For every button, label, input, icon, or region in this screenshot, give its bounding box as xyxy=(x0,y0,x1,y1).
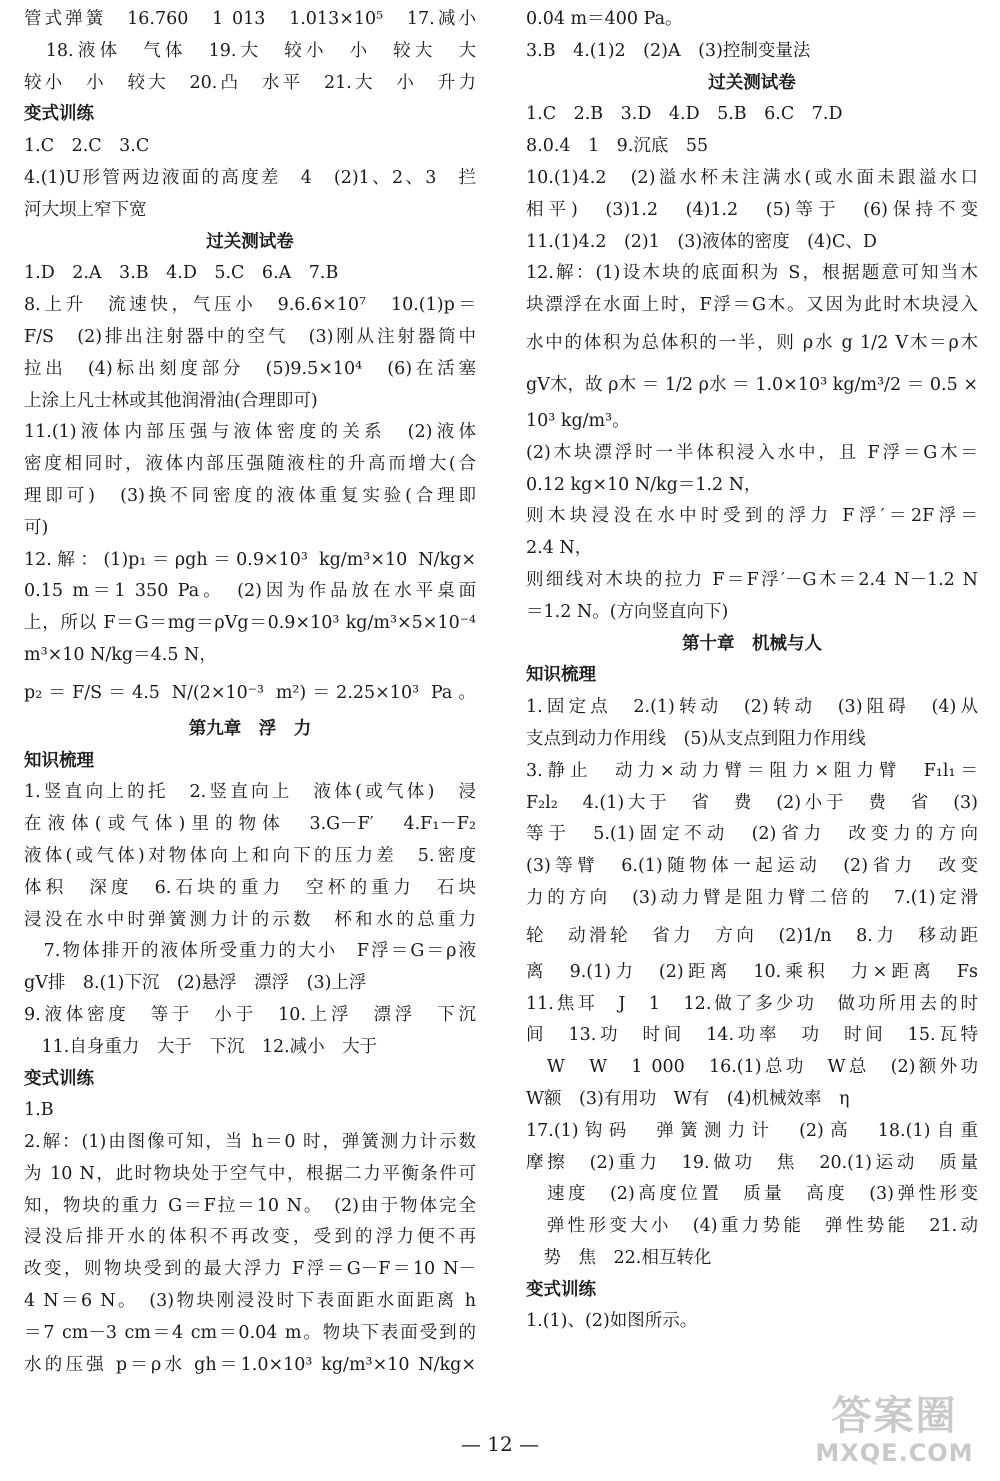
text-line: 3.静止 动力×动力臂＝阻力×阻力臂 F₁l₁＝ xyxy=(526,760,978,781)
text-line: 10³ kg/m³。 xyxy=(526,410,630,431)
section-heading: 第十章 机械与人 xyxy=(682,633,822,654)
text-line: ＝7 cm－3 cm＝4 cm＝0.04 m。物块下表面受到的 xyxy=(24,1322,476,1343)
text-line: 上涂上凡士林或其他润滑油(合理即可) xyxy=(24,390,318,411)
subsection-heading: 知识梳理 xyxy=(526,665,596,686)
watermark-url: MXQE.COM xyxy=(815,1439,974,1467)
text-line: 12.解：(1)设木块的底面积为 S，根据题意可知当木 xyxy=(526,263,978,284)
text-line: 1.B xyxy=(24,1100,54,1121)
text-line: 在液体(或气体)里的物体 3.G－F′ 4.F₁－F₂ xyxy=(24,814,476,835)
text-line: W W 1 000 16.(1)总功 W总 (2)额外功 xyxy=(526,1057,978,1078)
text-line: 4 N＝6 N。 (3)物块刚浸没时下表面距水面距离 h xyxy=(24,1291,476,1312)
text-line: 1.D 2.A 3.B 4.D 5.C 6.A 7.B xyxy=(24,263,339,284)
text-line: 轮 动滑轮 省力 方向 (2)1/n 8.力 移动距 xyxy=(526,925,978,946)
text-line: 11.自身重力 大于 下沉 12.减小 大于 xyxy=(24,1036,378,1057)
text-line: 河大坝上窄下宽 xyxy=(24,199,147,220)
text-line: p₂＝F/S＝4.5 N/(2×10⁻³ m²)＝2.25×10³ Pa。 xyxy=(24,682,476,703)
text-line: 0.15 m＝1 350 Pa。 (2)因为作品放在水平桌面 xyxy=(24,581,476,602)
subsection-heading: 变式训练 xyxy=(526,1279,596,1300)
text-line: 则细线对木块的拉力 F＝F浮′－G木＝2.4 N－1.2 N xyxy=(526,569,978,590)
text-line: 11.(1)4.2 (2)1 (3)液体的密度 (4)C、D xyxy=(526,231,877,252)
watermark-logo xyxy=(807,1393,982,1475)
text-line: 9.液体密度 等于 小于 10.上浮 漂浮 下沉 xyxy=(24,1004,476,1025)
text-line: 弹性形变大小 (4)重力势能 弹性势能 21.动 xyxy=(526,1216,978,1237)
text-line: 17.(1)钩码 弹簧测力计 (2)高 18.(1)自重 xyxy=(526,1120,978,1141)
text-line: 10.(1)4.2 (2)溢水杯未注满水(或水面未跟溢水口 xyxy=(526,167,978,188)
text-line: 8.0.4 1 9.沉底 55 xyxy=(526,136,709,157)
text-line: 1.C 2.B 3.D 4.D 5.B 6.C 7.D xyxy=(526,104,843,125)
text-line: 11.焦耳 J 1 12.做了多少功 做功所用去的时 xyxy=(526,993,978,1014)
text-line: 4.(1)U形管两边液面的高度差 4 (2)1、2、3 拦 xyxy=(24,167,476,188)
text-line: 力的方向 (3)动力臂是阻力臂二倍的 7.(1)定滑 xyxy=(526,887,978,908)
text-line: gV木，故 ρ木 ＝ 1/2 ρ水 ＝ 1.0×10³ kg/m³/2 ＝ 0.5 × xyxy=(526,374,978,395)
text-line: (3)等臂 6.(1)随物体一起运动 (2)省力 改变 xyxy=(526,856,978,877)
text-line: F₂l₂ 4.(1)大于 省 费 (2)小于 费 省 (3) xyxy=(526,792,978,813)
text-line: 18.液体 气体 19.大 较小 小 较大 大 xyxy=(24,40,476,61)
text-line: 知，物块的重力 G＝F拉＝10 N。 (2)由于物体完全 xyxy=(24,1195,476,1216)
subsection-heading: 变式训练 xyxy=(24,104,94,125)
text-line: 则木块浸没在水中时受到的浮力 F浮′＝2F浮＝ xyxy=(526,506,978,527)
text-line: 浸没在水中时弹簧测力计的示数 杯和水的总重力 xyxy=(24,909,476,930)
text-line: 改变，则物块受到的最大浮力 F浮＝G－F＝10 N－ xyxy=(24,1259,476,1280)
text-line: 体积 深度 6.石块的重力 空杯的重力 石块 xyxy=(24,877,476,898)
text-line: 7.物体排开的液体所受重力的大小 F浮＝G＝ρ液 xyxy=(24,941,476,962)
text-line: 0.12 kg×10 N/kg＝1.2 N， xyxy=(526,474,762,495)
text-line: 水中的体积为总体积的一半，则 ρ水 g 1/2 V木＝ρ木 xyxy=(526,332,978,353)
subsection-heading: 知识梳理 xyxy=(24,750,94,771)
left-column xyxy=(24,4,476,1381)
text-line: 0.04 m＝400 Pa。 xyxy=(526,9,683,29)
section-heading: 过关测试卷 xyxy=(206,231,294,252)
text-line: 11.(1)液体内部压强与液体密度的关系 (2)液体 xyxy=(24,422,476,443)
text-line: 12.解：(1)p₁＝ρgh＝0.9×10³ kg/m³×10 N/kg× xyxy=(24,549,476,570)
text-line: 1.竖直向上的托 2.竖直向上 液体(或气体) 浸 xyxy=(24,782,476,803)
text-line: 密度相同时，液体内部压强随液柱的升高而增大(合 xyxy=(24,454,476,475)
text-line: 水的压强 p＝ρ水 gh＝1.0×10³ kg/m³×10 N/kg× xyxy=(24,1354,476,1375)
text-line: 2.4 N， xyxy=(526,538,593,559)
text-line: ＝1.2 N。(方向竖直向下) xyxy=(526,601,729,622)
text-line: 3.B 4.(1)2 (2)A (3)控制变量法 xyxy=(526,40,811,61)
text-line: F/S (2)排出注射器中的空气 (3)刚从注射器筒中 xyxy=(24,326,476,347)
text-line: 8.上升 流速快，气压小 9.6.6×10⁷ 10.(1)p＝ xyxy=(24,295,476,316)
text-line: (2)木块漂浮时一半体积浸入水中，且 F浮＝G木＝ xyxy=(526,442,978,463)
text-line: 速度 (2)高度位置 质量 高度 (3)弹性形变 xyxy=(526,1184,978,1205)
text-line: 间 13.功 时间 14.功率 功 时间 15.瓦特 xyxy=(526,1025,978,1046)
right-column xyxy=(526,4,978,1338)
text-line: 1.固定点 2.(1)转动 (2)转动 (3)阻碍 (4)从 xyxy=(526,697,978,718)
text-line: 管式弹簧 16.760 1 013 1.013×10⁵ 17.减小 xyxy=(24,9,476,29)
subsection-heading: 变式训练 xyxy=(24,1068,94,1089)
section-heading: 过关测试卷 xyxy=(708,72,796,93)
text-line: 浸没后排开水的体积不再改变，受到的浮力便不再 xyxy=(24,1227,476,1248)
text-line: 块漂浮在水面上时，F浮＝G木。又因为此时木块浸入 xyxy=(526,295,978,316)
text-line: m³×10 N/kg＝4.5 N， xyxy=(24,644,217,665)
text-line: 相平) (3)1.2 (4)1.2 (5)等于 (6)保持不变 xyxy=(526,199,978,220)
text-line: 支点到动力作用线 (5)从支点到阻力作用线 xyxy=(526,728,866,749)
text-line: 2.解：(1)由图像可知，当 h＝0 时，弹簧测力计示数 xyxy=(24,1132,476,1153)
section-heading: 第九章 浮 力 xyxy=(188,718,312,739)
text-line: gV排 8.(1)下沉 (2)悬浮 漂浮 (3)上浮 xyxy=(24,973,367,994)
text-line: 1.C 2.C 3.C xyxy=(24,136,150,157)
text-line: 理即可) (3)换不同密度的液体重复实验(合理即 xyxy=(24,485,476,506)
text-line: 可) xyxy=(24,517,49,538)
page-number: — 12 — xyxy=(460,1432,540,1456)
watermark-text: 答案圈 xyxy=(831,1393,958,1439)
text-line: 液体(或气体)对物体向上和向下的压力差 5.密度 xyxy=(24,845,476,866)
text-line: 较小 小 较大 20.凸 水平 21.大 小 升力 xyxy=(24,72,476,93)
text-line: 离 9.(1)力 (2)距离 10.乘积 力×距离 Fs xyxy=(526,961,978,982)
text-line: 1.(1)、(2)如图所示。 xyxy=(526,1311,698,1332)
text-line: 为 10 N，此时物块处于空气中，根据二力平衡条件可 xyxy=(24,1163,476,1184)
text-line: 等于 5.(1)固定不动 (2)省力 改变力的方向 xyxy=(526,824,978,845)
text-line: 上，所以 F＝G＝mg＝ρVg＝0.9×10³ kg/m³×5×10⁻⁴ xyxy=(24,613,476,634)
text-line: W额 (3)有用功 W有 (4)机械效率 η xyxy=(526,1088,850,1109)
text-line: 势 焦 22.相互转化 xyxy=(526,1247,712,1268)
text-line: 拉出 (4)标出刻度部分 (5)9.5×10⁴ (6)在活塞 xyxy=(24,358,476,379)
text-line: 摩擦 (2)重力 19.做功 焦 20.(1)运动 质量 xyxy=(526,1152,978,1173)
